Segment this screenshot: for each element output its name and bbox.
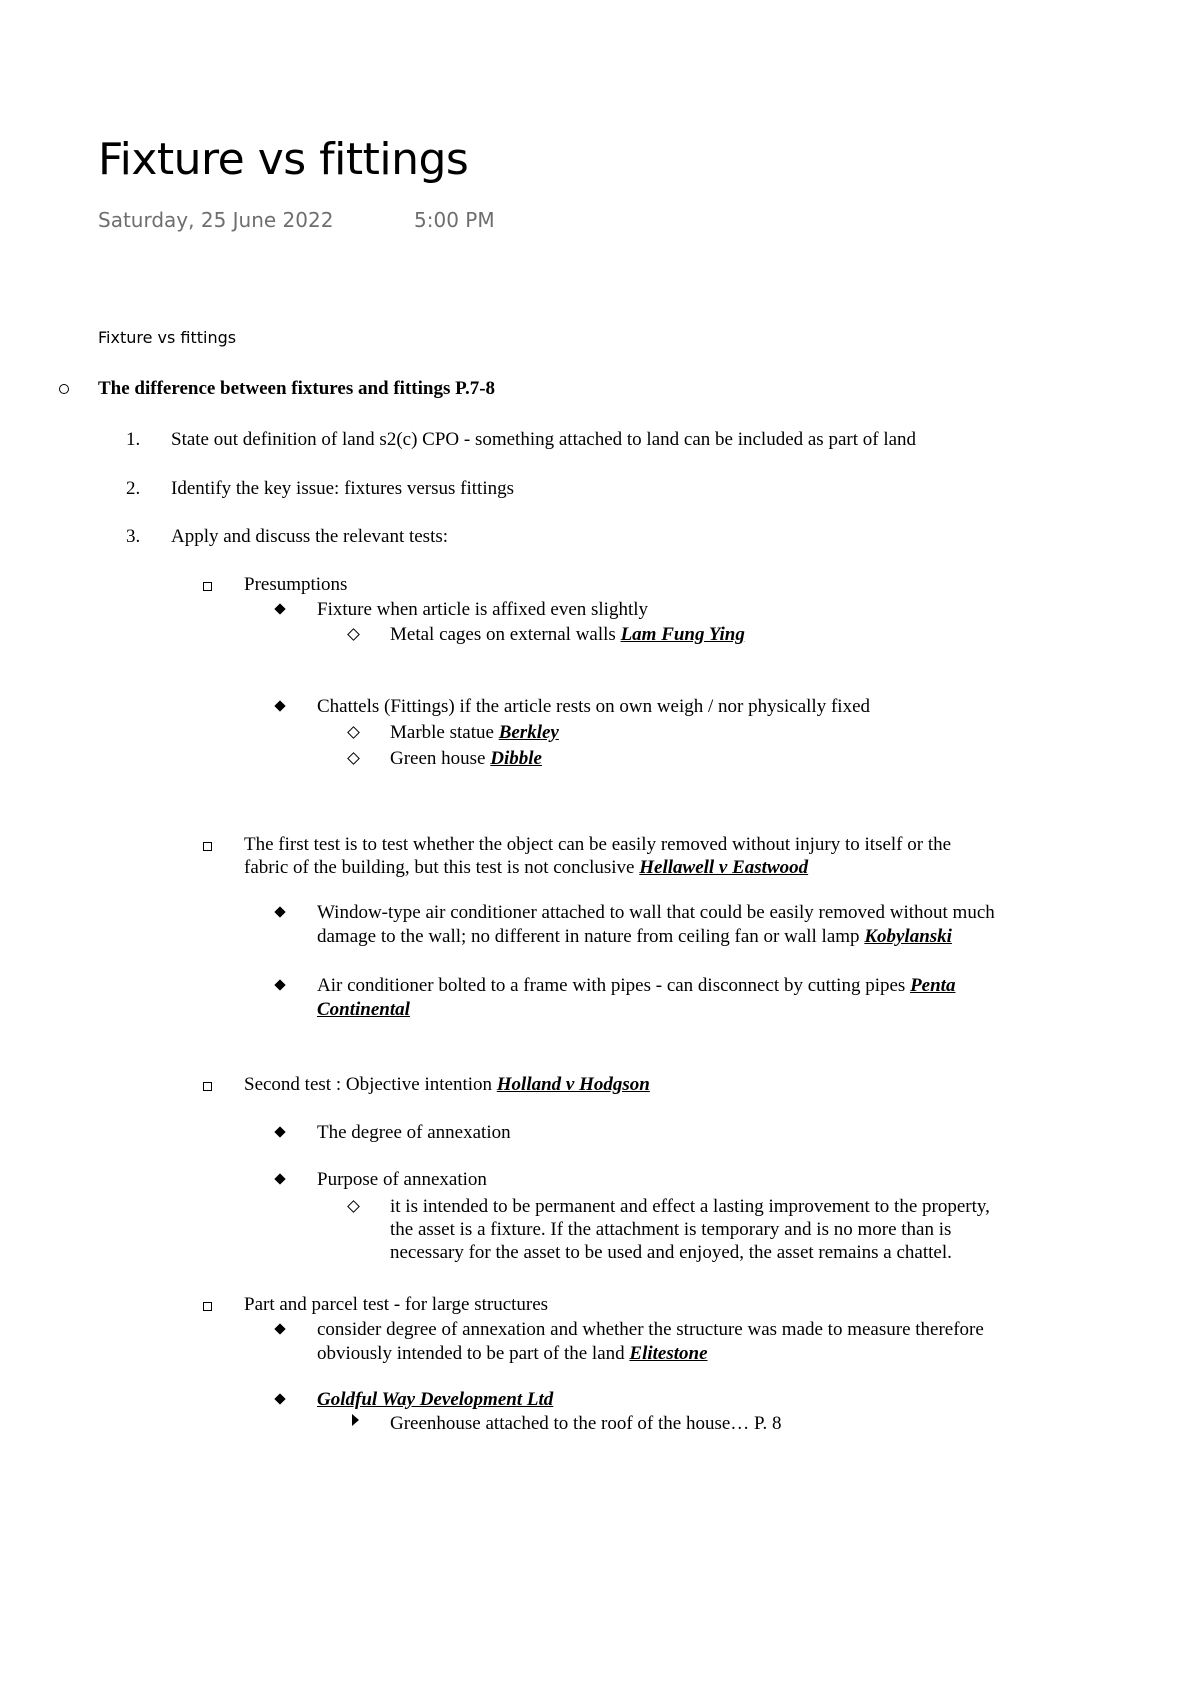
diamond-bullet-icon <box>274 979 285 990</box>
square-bullet-icon <box>203 842 212 851</box>
diamond-bullet-icon <box>274 603 285 614</box>
list-item: The degree of annexation <box>317 1122 511 1143</box>
list-item: Green house Dibble <box>390 748 542 769</box>
open-diamond-bullet-icon <box>347 1200 360 1213</box>
list-item: Purpose of annexation <box>317 1169 487 1190</box>
diamond-bullet-icon <box>274 1173 285 1184</box>
list-item <box>317 1388 553 1412</box>
open-diamond-bullet-icon <box>347 726 360 739</box>
first-test-line: fabric of the building, but this test is not conclusive Hellawell v Eastwood <box>244 857 809 878</box>
diamond-bullet-icon <box>274 1393 285 1404</box>
list-item: Window-type air conditioner attached to wall that could be easily removed without much <box>317 902 995 923</box>
page-date: Saturday, 25 June 2022 <box>98 208 334 232</box>
open-diamond-bullet-icon <box>347 752 360 765</box>
step-text: State out definition of land s2(c) CPO - something attached to land can be included as part of land <box>171 429 917 450</box>
step-text: Apply and discuss the relevant tests: <box>171 526 449 547</box>
step-text: Identify the key issue: fixtures versus fittings <box>171 478 514 499</box>
page-meta <box>98 208 495 232</box>
list-item: it is intended to be permanent and effect a lasting improvement to the property, <box>390 1196 990 1217</box>
case-citation: Lam Fung Ying <box>620 624 745 645</box>
second-test-label: Second test : Objective intention Holland v Hodgson <box>244 1074 650 1095</box>
circle-bullet-icon <box>59 384 69 394</box>
case-citation: Dibble <box>490 748 542 769</box>
note-subtitle: Fixture vs fittings <box>98 328 237 347</box>
diamond-bullet-icon <box>274 1126 285 1137</box>
diamond-bullet-icon <box>274 906 285 917</box>
step-number: 2. <box>126 478 141 499</box>
square-bullet-icon <box>203 1082 212 1091</box>
step-number: 3. <box>126 526 141 547</box>
square-bullet-icon <box>203 582 212 591</box>
list-item: the asset is a fixture. If the attachment is temporary and is no more than is <box>390 1219 952 1240</box>
list-item: Air conditioner bolted to a frame with pipes - can disconnect by cutting pipes Penta <box>317 975 956 996</box>
step-number: 1. <box>126 429 141 450</box>
case-citation: Holland v Hodgson <box>496 1074 650 1095</box>
list-item: consider degree of annexation and whether the structure was made to measure therefore <box>317 1319 984 1340</box>
case-citation: Continental <box>317 999 410 1020</box>
chattel-presumption: Chattels (Fittings) if the article rests on own weigh / nor physically fixed <box>317 696 871 717</box>
part-parcel-label: Part and parcel test - for large structures <box>244 1294 549 1315</box>
case-citation: Kobylanski <box>864 926 952 947</box>
diamond-bullet-icon <box>274 1323 285 1334</box>
first-test-line: The first test is to test whether the object can be easily removed without injury to itself or the <box>244 834 952 855</box>
triangle-bullet-icon <box>352 1414 359 1426</box>
diamond-bullet-icon <box>274 700 285 711</box>
square-bullet-icon <box>203 1302 212 1311</box>
case-citation: Hellawell v Eastwood <box>639 857 809 878</box>
case-citation: Elitestone <box>629 1343 708 1364</box>
list-item: damage to the wall; no different in nature from ceiling fan or wall lamp Kobylanski <box>317 926 952 947</box>
section-heading: The difference between fixtures and fittings P.7-8 <box>98 378 496 399</box>
presumptions-label: Presumptions <box>244 574 348 595</box>
list-item: necessary for the asset to be used and enjoyed, the asset remains a chattel. <box>390 1242 952 1263</box>
list-item: Marble statue Berkley <box>390 722 559 743</box>
case-citation: Goldful Way Development Ltd <box>317 1389 554 1410</box>
case-citation: Penta <box>910 975 956 996</box>
list-item: Metal cages on external walls Lam Fung Ying <box>390 624 745 645</box>
list-item: Greenhouse attached to the roof of the house… P. 8 <box>390 1413 782 1434</box>
fixture-presumption: Fixture when article is affixed even slightly <box>317 599 649 620</box>
open-diamond-bullet-icon <box>347 628 360 641</box>
list-item: obviously intended to be part of the land Elitestone <box>317 1343 708 1364</box>
page-title: Fixture vs fittings <box>98 134 469 185</box>
page-time: 5:00 PM <box>414 208 495 232</box>
case-citation: Berkley <box>498 722 559 743</box>
list-item <box>317 998 410 1022</box>
